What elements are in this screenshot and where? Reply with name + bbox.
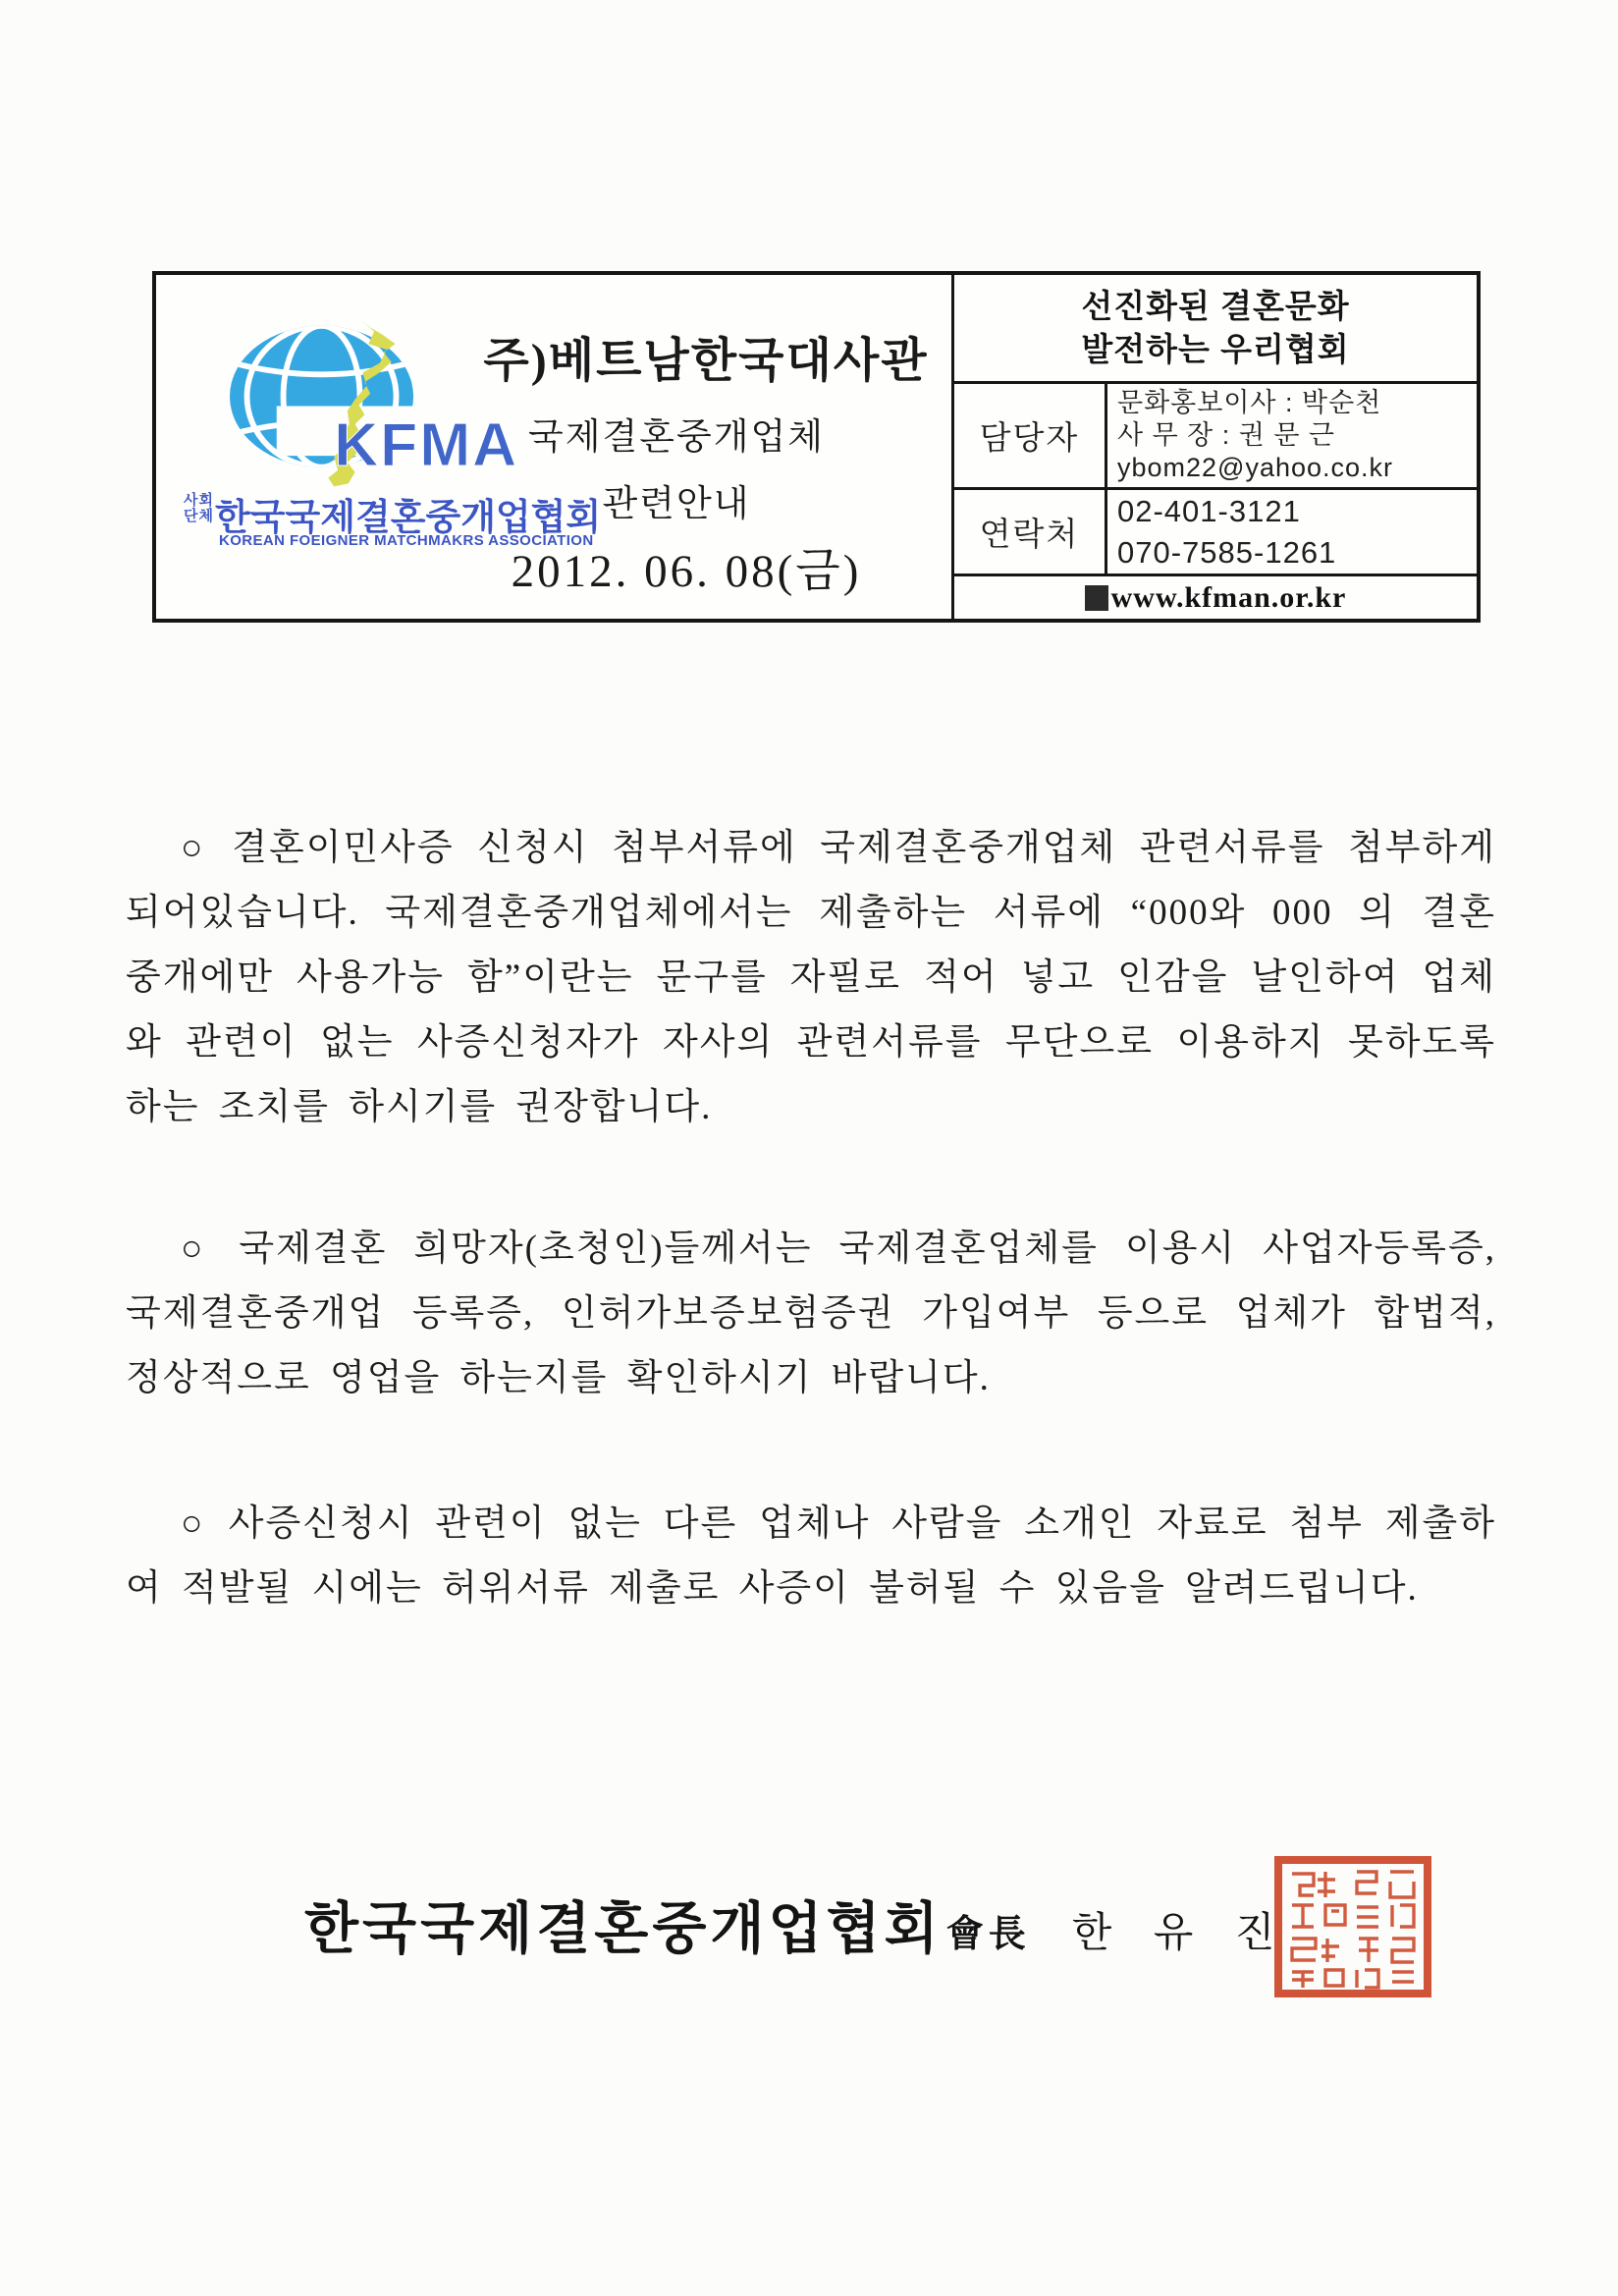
signature-title-hanja: 會長 [945,1914,1031,1955]
contact-person-row [954,384,1477,490]
phone-row [954,490,1477,576]
website-bullet-icon [1085,585,1108,611]
document-header-box [152,271,1481,623]
logo-org-type [184,493,214,524]
document-title: 주)베트남한국대사관 [483,335,929,387]
text-line: 문화홍보이사 : 박순천 [1117,388,1382,417]
text-line: 하는 조치를 하시기를 권장합니다. [126,1087,713,1127]
seal-script-pattern [1292,1872,1414,1988]
text-line: 단체 [184,508,214,524]
slogan-line-1: 선진화된 결혼문화 [1081,288,1350,324]
text-line: ybom22@yahoo.co.kr [1117,453,1394,482]
text-line: 여 적발될 시에는 허위서류 제출로 사증이 불허될 수 있음을 알려드립니다. [126,1568,1419,1609]
contact-person-label: 담당자 [954,384,1107,487]
website-row [954,576,1477,619]
contact-person-values [1107,384,1477,487]
text-line: 국제결혼중개업 등록증, 인허가보증보험증권 가입여부 등으로 업체가 합법적, [126,1293,1496,1334]
phone-values [1107,490,1477,574]
text-line: 사 무 장 : 권 문 근 [1117,420,1336,450]
text-line: 와 관련이 없는 사증신청자가 자사의 관련서류를 무단으로 이용하지 못하도록 [126,1022,1496,1063]
signature-org-name: 한국국제결혼중개업협회 [304,1898,943,1960]
text-line: 사회 [184,492,214,509]
website-url: www.kfman.or.kr [1110,580,1347,614]
header-contact-table [951,275,1477,619]
logo-org-name-korean: 한국국제결혼중개업협회 [215,497,602,537]
phone-label: 연락처 [954,490,1107,574]
text-line: 02-401-3121 [1117,493,1301,528]
text-line: ○ 사증신청시 관련이 없는 다른 업체나 사람을 소개인 자료로 첨부 제출하 [181,1503,1496,1544]
document-date: 2012. 06. 08(금) [511,546,862,597]
text-line: ○ 국제결혼 희망자(초청인)들께서는 국제결혼업체를 이용시 사업자등록증, [181,1229,1496,1269]
text-line: 070-7585-1261 [1117,534,1337,570]
document-subtitle-2: 관련안내 [602,484,751,524]
document-subtitle-1: 국제결혼중개업체 [528,417,825,458]
signature-line [304,1884,1290,1964]
signature-president-name: 한 유 진 [1071,1911,1291,1956]
logo-org-name-english: KOREAN FOEIGNER MATCHMAKRS ASSOCIATION [219,532,594,549]
text-line: 되어있습니다. 국제결혼중개업체에서는 제출하는 서류에 “000와 000 의 결혼 [126,893,1496,933]
paragraph-visa-documents [126,816,1496,1140]
text-line: ○ 결혼이민사증 신청시 첨부서류에 국제결혼중개업체 관련서류를 첨부하게 [181,828,1496,868]
president-seal-stamp-icon [1274,1856,1431,1997]
header-left-section [156,275,951,619]
text-line: 정상적으로 영업을 하는지를 확인하시기 바랍니다. [126,1358,991,1398]
paragraph-false-documents-warning [126,1492,1496,1621]
kfma-wordmark: KFMA [334,410,519,479]
paragraph-verify-business [126,1217,1496,1411]
slogan-line-2: 발전하는 우리협회 [1081,331,1350,367]
text-line: 중개에만 사용가능 함”이란는 문구를 자필로 적어 넣고 인감을 날인하여 업체 [126,957,1496,998]
association-slogan [954,275,1477,384]
